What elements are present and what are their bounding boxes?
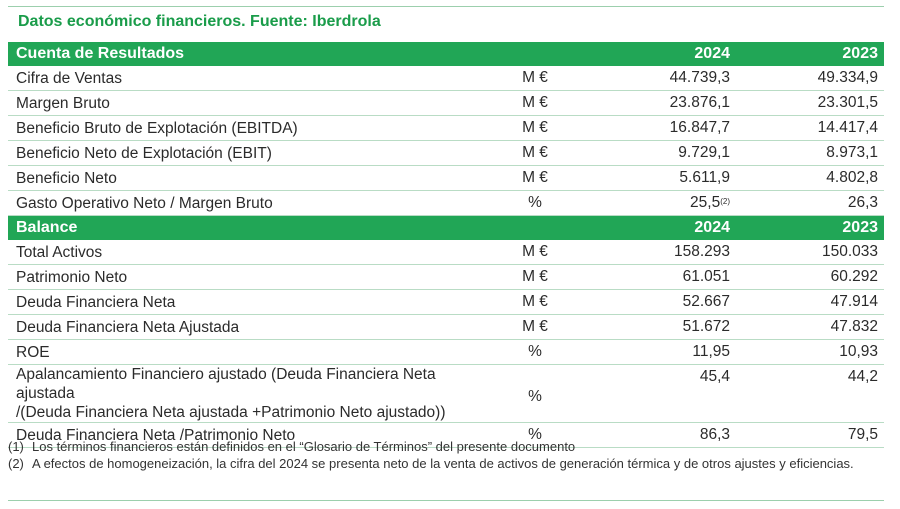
footnote-number: (2) [8,456,24,471]
row-value-2023: 44,2 [744,365,884,423]
balance-header-unit [490,216,580,241]
footnotes [8,438,872,472]
row-value-2023: 4.802,8 [744,166,884,191]
row-label: Beneficio Bruto de Explotación (EBITDA) [8,116,490,141]
row-unit: M € [490,166,580,191]
page-title: Datos económico financieros. Fuente: Iberdrola [18,13,381,30]
row-label: Deuda Financiera Neta [8,290,490,315]
row-value-2024: 61.051 [580,265,744,290]
income-header-unit [490,42,580,66]
row-value-2024: 5.611,9 [580,166,744,191]
footnote [8,438,872,455]
income-header-year-2024: 2024 [580,42,744,66]
footnote-number: (1) [8,439,24,454]
row-value-2023: 60.292 [744,265,884,290]
table-row [8,116,884,141]
footnote-marker: (2) [720,197,730,206]
table-row [8,66,884,91]
row-value-2024: 86,3 [580,423,744,448]
table-row [8,191,884,216]
table-row [8,315,884,340]
row-value-2023: 47.832 [744,315,884,340]
row-unit: % [490,365,580,423]
row-label: Margen Bruto [8,91,490,116]
row-label: Deuda Financiera Neta /Patrimonio Neto [8,423,490,448]
income-header-row [8,42,884,66]
table-row [8,141,884,166]
row-value-2024: 45,4 [580,365,744,423]
row-value-2023: 10,93 [744,340,884,365]
row-value-2023: 14.417,4 [744,116,884,141]
balance-header-label: Balance [8,216,490,241]
row-label: ROE [8,340,490,365]
balance-header-row [8,216,884,241]
financial-table [8,42,884,448]
table-row [8,265,884,290]
row-label [8,365,490,423]
table-row [8,240,884,265]
table-row [8,166,884,191]
row-value-2024: 16.847,7 [580,116,744,141]
row-unit: M € [490,66,580,91]
row-value-2024: 52.667 [580,290,744,315]
row-unit: M € [490,91,580,116]
footnote [8,455,872,472]
row-label: Gasto Operativo Neto / Margen Bruto [8,191,490,216]
row-unit: M € [490,116,580,141]
row-value-2023: 150.033 [744,240,884,265]
row-value-2024 [580,191,744,216]
row-value-2024: 51.672 [580,315,744,340]
bottom-rule [8,500,884,501]
value-text: 25,5 [690,194,721,211]
row-unit: % [490,191,580,216]
income-header-label: Cuenta de Resultados [8,42,490,66]
row-label-line: Apalancamiento Financiero ajustado (Deuda Financiera Neta ajustada [16,366,436,402]
row-value-2023: 26,3 [744,191,884,216]
row-value-2023: 79,5 [744,423,884,448]
income-header-year-2023: 2023 [744,42,884,66]
row-label: Deuda Financiera Neta Ajustada [8,315,490,340]
row-label: Cifra de Ventas [8,66,490,91]
row-value-2024: 11,95 [580,340,744,365]
row-label: Beneficio Neto [8,166,490,191]
row-unit: M € [490,141,580,166]
row-label-line: /(Deuda Financiera Neta ajustada +Patrimonio Neto ajustado)) [16,404,446,421]
balance-header-year-2024: 2024 [580,216,744,241]
row-unit: M € [490,240,580,265]
row-value-2023: 8.973,1 [744,141,884,166]
balance-header-year-2023: 2023 [744,216,884,241]
row-value-2023: 49.334,9 [744,66,884,91]
row-label: Total Activos [8,240,490,265]
row-value-2024: 23.876,1 [580,91,744,116]
table-row [8,365,884,423]
row-label: Patrimonio Neto [8,265,490,290]
row-unit: M € [490,265,580,290]
footnote-text: A efectos de homogeneización, la cifra del 2024 se presenta neto de la venta de activos de generación térmica y de otros ajustes y eficiencias. [32,456,854,471]
row-value-2024: 44.739,3 [580,66,744,91]
row-value-2023: 23.301,5 [744,91,884,116]
row-value-2024: 9.729,1 [580,141,744,166]
table-row [8,91,884,116]
table-row [8,340,884,365]
top-rule [8,6,884,7]
row-value-2024: 158.293 [580,240,744,265]
row-unit: M € [490,290,580,315]
row-unit: % [490,340,580,365]
footnote-text: Los términos financieros están definidos en el “Glosario de Términos” del presente documento [32,439,576,454]
row-unit: % [490,423,580,448]
row-label: Beneficio Neto de Explotación (EBIT) [8,141,490,166]
row-value-2023: 47.914 [744,290,884,315]
table-row [8,290,884,315]
row-unit: M € [490,315,580,340]
